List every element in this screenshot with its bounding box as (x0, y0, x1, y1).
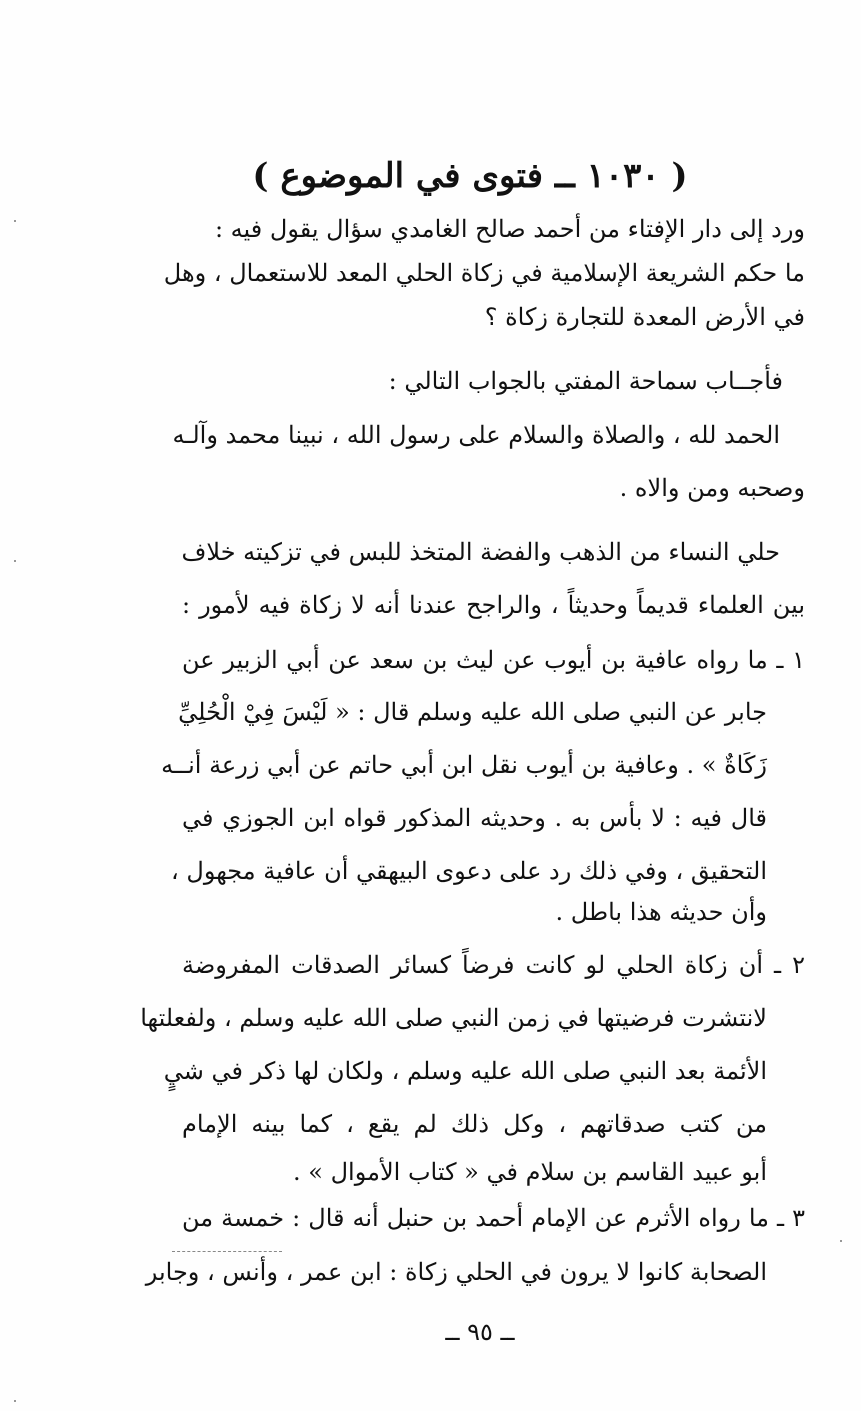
text-line: حلي النساء من الذهب والفضة المتخذ للبس في تزكيته خلاف (181, 538, 780, 566)
scan-speck (840, 1240, 842, 1242)
text-line: ما حكم الشريعة الإسلامية في زكاة الحلي المعد للاستعمال ، وهل (163, 259, 805, 287)
scan-speck (14, 1400, 16, 1402)
list-item-line: وأن حديثه هذا باطل . (555, 898, 767, 926)
list-item-line: لانتشرت فرضيتها في زمن النبي صلى الله عليه وسلم ، ولفعلتها (140, 1004, 767, 1032)
list-item-line: ٢ ـ أن زكاة الحلي لو كانت فرضاً كسائر الصدقات المفروضة (182, 951, 805, 979)
list-item-line: من كتب صدقاتهم ، وكل ذلك لم يقع ، كما بينه الإمام (182, 1110, 767, 1138)
text-line: بين العلماء قديماً وحديثاً ، والراجح عندنا أنه لا زكاة فيه لأمور : (182, 591, 805, 619)
list-item-line: زَكَاةٌ » . وعافية بن أيوب نقل ابن أبي حاتم عن أبي زرعة أنــه (161, 751, 767, 779)
scan-speck (14, 220, 16, 222)
page-number: ــ ٩٥ ــ (445, 1318, 515, 1346)
text-line: ورد إلى دار الإفتاء من أحمد صالح الغامدي سؤال يقول فيه : (214, 215, 805, 243)
list-item-line: ١ ـ ما رواه عافية بن أيوب عن ليث بن سعد عن أبي الزبير عن (182, 646, 805, 674)
text-line: وصحبه ومن والاه . (619, 474, 805, 502)
list-item-line: جابر عن النبي صلى الله عليه وسلم قال : « لَيْسَ فِيْ الْحُلِيِّ (178, 698, 767, 726)
text-line: فأجــاب سماحة المفتي بالجواب التالي : (388, 367, 783, 395)
text-line: الحمد لله ، والصلاة والسلام على رسول الله ، نبينا محمد وآلـه (172, 421, 780, 449)
list-item-line: الأئمة بعد النبي صلى الله عليه وسلم ، ولكان لها ذكر في شيٍ (163, 1057, 767, 1085)
list-item-line: ٣ ـ ما رواه الأثرم عن الإمام أحمد بن حنبل أنه قال : خمسة من (182, 1204, 806, 1232)
scan-speck (14, 560, 16, 562)
list-item-line: الصحابة كانوا لا يرون في الحلي زكاة : ابن عمر ، وأنس ، وجابر (145, 1258, 767, 1286)
text-line: في الأرض المعدة للتجارة زكاة ؟ (484, 303, 805, 331)
list-item-line: أبو عبيد القاسم بن سلام في « كتاب الأموال » . (293, 1158, 767, 1186)
scan-mark (172, 1251, 282, 1252)
list-item-line: التحقيق ، وفي ذلك رد على دعوى البيهقي أن عافية مجهول ، (171, 857, 767, 885)
list-item-line: قال فيه : لا بأس به . وحديثه المذكور قواه ابن الجوزي في (182, 804, 767, 832)
fatwa-title: ( ١٠٣٠ ــ فتوى في الموضوع ) (252, 156, 688, 196)
